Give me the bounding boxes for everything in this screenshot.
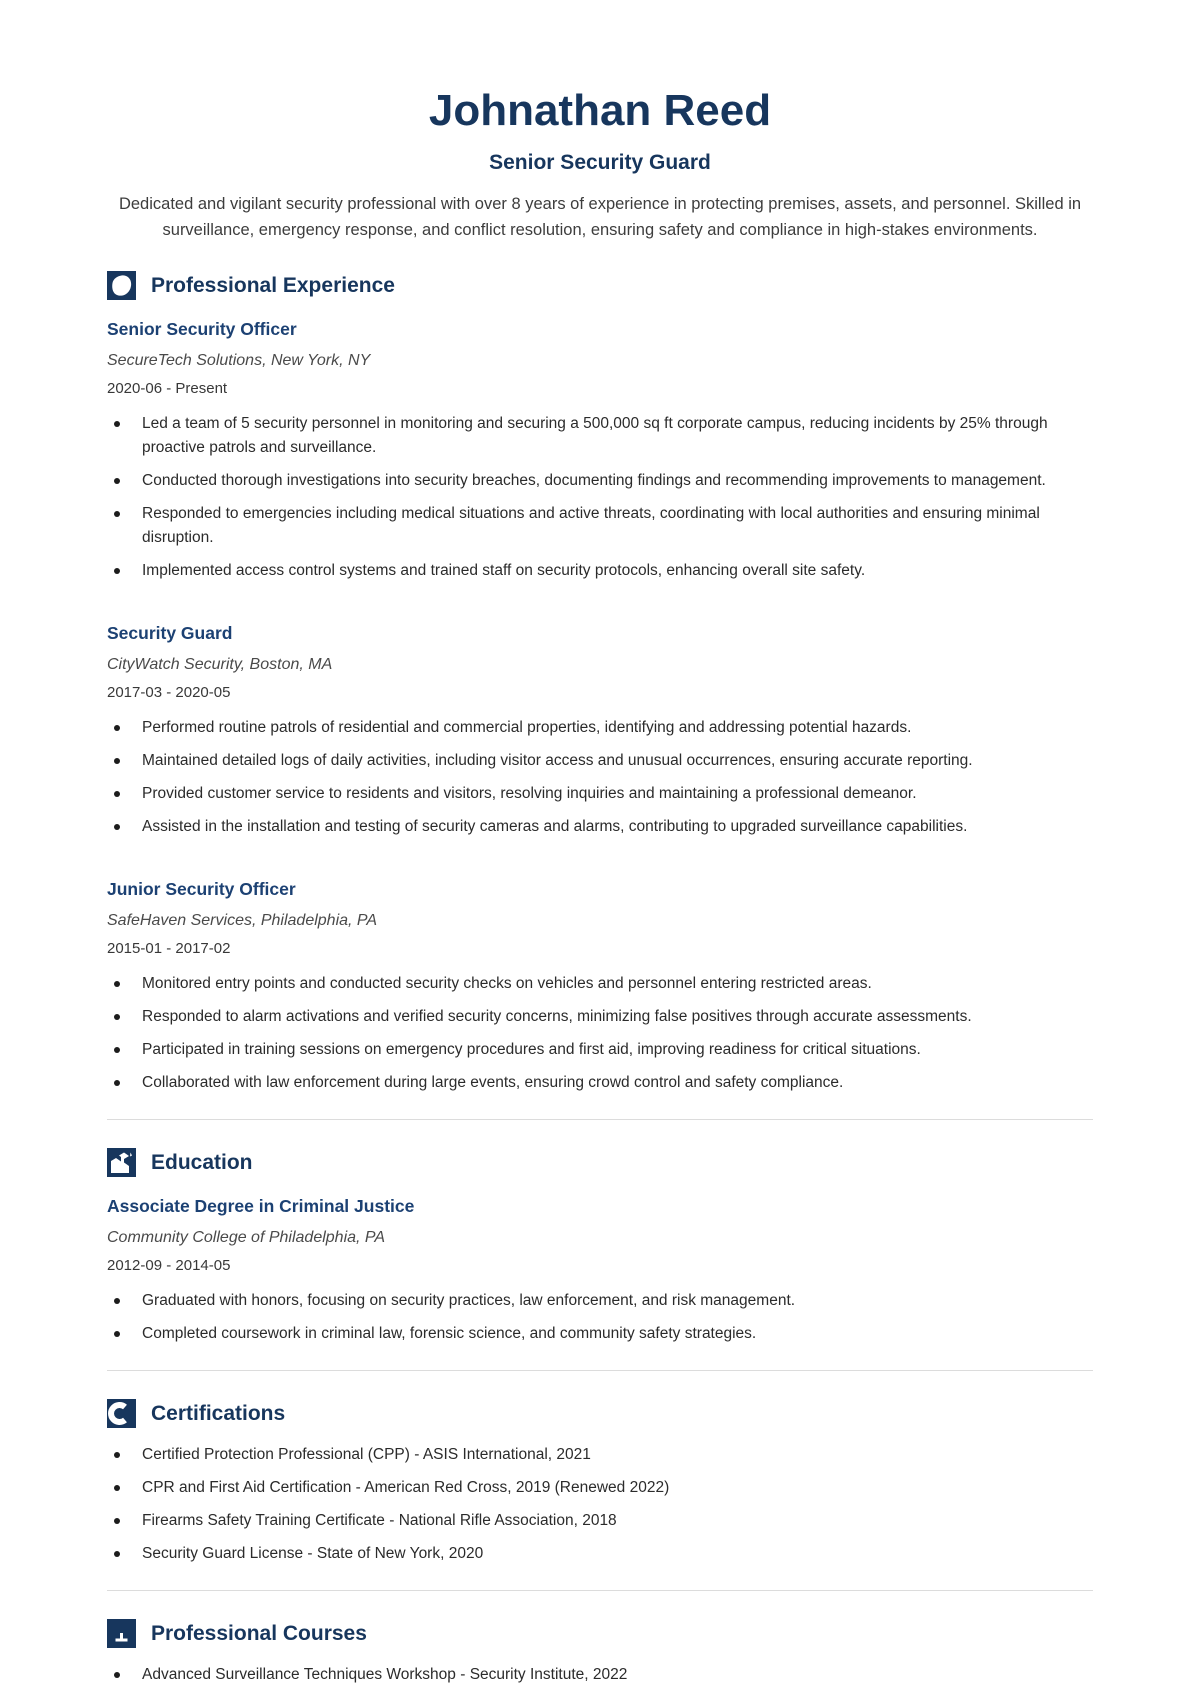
bullet-item: Responded to emergencies including medical situations and active threats, coordinating with local authorities and ensuring minimal disruption. — [107, 502, 1093, 550]
bullet-list — [107, 716, 1093, 839]
bullet-item: Performed routine patrols of residential and commercial properties, identifying and addressing potential hazards. — [107, 716, 1093, 740]
bullet-item: Participated in training sessions on emergency procedures and first aid, improving readiness for critical situations. — [107, 1038, 1093, 1062]
company-location: CityWatch Security, Boston, MA — [107, 656, 333, 674]
graduation-cap-icon — [107, 1148, 136, 1177]
job-title: Security Guard — [107, 623, 233, 644]
training-icon — [107, 1619, 136, 1648]
section-professional-experience — [107, 271, 1093, 1095]
section-divider — [107, 1119, 1093, 1120]
company-location: SafeHaven Services, Philadelphia, PA — [107, 912, 378, 930]
experience-entry — [107, 623, 1093, 839]
school-name: Community College of Philadelphia, PA — [107, 1229, 386, 1247]
bullet-item: Advanced Surveillance Techniques Workshop - Security Institute, 2022 — [107, 1663, 1093, 1687]
bullet-item: Security Guard License - State of New York, 2020 — [107, 1542, 1093, 1566]
course-list — [107, 1663, 1093, 1687]
bullet-item: Certified Protection Professional (CPP) - ASIS International, 2021 — [107, 1443, 1093, 1467]
bullet-item: Monitored entry points and conducted security checks on vehicles and personnel entering restricted areas. — [107, 972, 1093, 996]
bullet-item: Firearms Safety Training Certificate - National Rifle Association, 2018 — [107, 1509, 1093, 1533]
experience-entry — [107, 319, 1093, 583]
section-title: Certifications — [151, 1401, 286, 1425]
job-title: Senior Security Officer — [107, 319, 297, 340]
company-location: SecureTech Solutions, New York, NY — [107, 352, 371, 370]
summary-paragraph: Dedicated and vigilant security professional with over 8 years of experience in protecting premises, assets, and personnel. Skilled in surveillance, emergency response, and conflict resolution, ensuring safety and compliance in high-stakes environments. — [118, 195, 1082, 240]
section-header — [107, 1148, 1093, 1177]
education-entry — [107, 1196, 1093, 1346]
bullet-item: Assisted in the installation and testing of security cameras and alarms, contributing to upgraded surveillance capabilities. — [107, 815, 1093, 839]
bullet-item: Completed coursework in criminal law, forensic science, and community safety strategies. — [107, 1322, 1093, 1346]
section-title: Professional Courses — [151, 1621, 367, 1645]
bullet-item: Maintained detailed logs of daily activities, including visitor access and unusual occurrences, ensuring accurate reporting. — [107, 749, 1093, 773]
candidate-role-title: Senior Security Guard — [489, 151, 711, 175]
date-range: 2012-09 - 2014-05 — [107, 1257, 231, 1275]
experience-entry — [107, 879, 1093, 1095]
date-range: 2015-01 - 2017-02 — [107, 940, 231, 958]
certification-list — [107, 1443, 1093, 1566]
bullet-item: Provided customer service to residents and visitors, resolving inquiries and maintaining a professional demeanor. — [107, 782, 1093, 806]
section-divider — [107, 1370, 1093, 1371]
bullet-item: Led a team of 5 security personnel in monitoring and securing a 500,000 sq ft corporate campus, reducing incidents by 25% through proactive patrols and surveillance. — [107, 412, 1093, 460]
resume-header — [107, 88, 1093, 243]
bullet-item: Graduated with honors, focusing on security practices, law enforcement, and risk management. — [107, 1289, 1093, 1313]
date-range: 2020-06 - Present — [107, 380, 228, 398]
bullet-item: Collaborated with law enforcement during large events, ensuring crowd control and safety compliance. — [107, 1071, 1093, 1095]
date-range: 2017-03 - 2020-05 — [107, 684, 231, 702]
bullet-list — [107, 412, 1093, 583]
section-header — [107, 1399, 1093, 1428]
section-title: Education — [151, 1150, 253, 1174]
bullet-item: CPR and First Aid Certification - American Red Cross, 2019 (Renewed 2022) — [107, 1476, 1093, 1500]
section-education — [107, 1148, 1093, 1346]
bullet-list — [107, 972, 1093, 1095]
candidate-name: Johnathan Reed — [428, 86, 772, 135]
job-title: Junior Security Officer — [107, 879, 296, 900]
bullet-item: Conducted thorough investigations into security breaches, documenting findings and recommending improvements to management. — [107, 469, 1093, 493]
bullet-item: Responded to alarm activations and verified security concerns, minimizing false positives through accurate assessments. — [107, 1005, 1093, 1029]
degree-title: Associate Degree in Criminal Justice — [107, 1196, 415, 1217]
certificate-icon — [107, 1399, 136, 1428]
section-title: Professional Experience — [151, 273, 395, 297]
section-divider — [107, 1590, 1093, 1591]
bullet-list — [107, 1289, 1093, 1346]
briefcase-icon — [107, 271, 136, 300]
section-header — [107, 1619, 1093, 1648]
section-header — [107, 271, 1093, 300]
section-certifications — [107, 1399, 1093, 1566]
section-professional-courses — [107, 1619, 1093, 1687]
bullet-item: Implemented access control systems and trained staff on security protocols, enhancing overall site safety. — [107, 559, 1093, 583]
